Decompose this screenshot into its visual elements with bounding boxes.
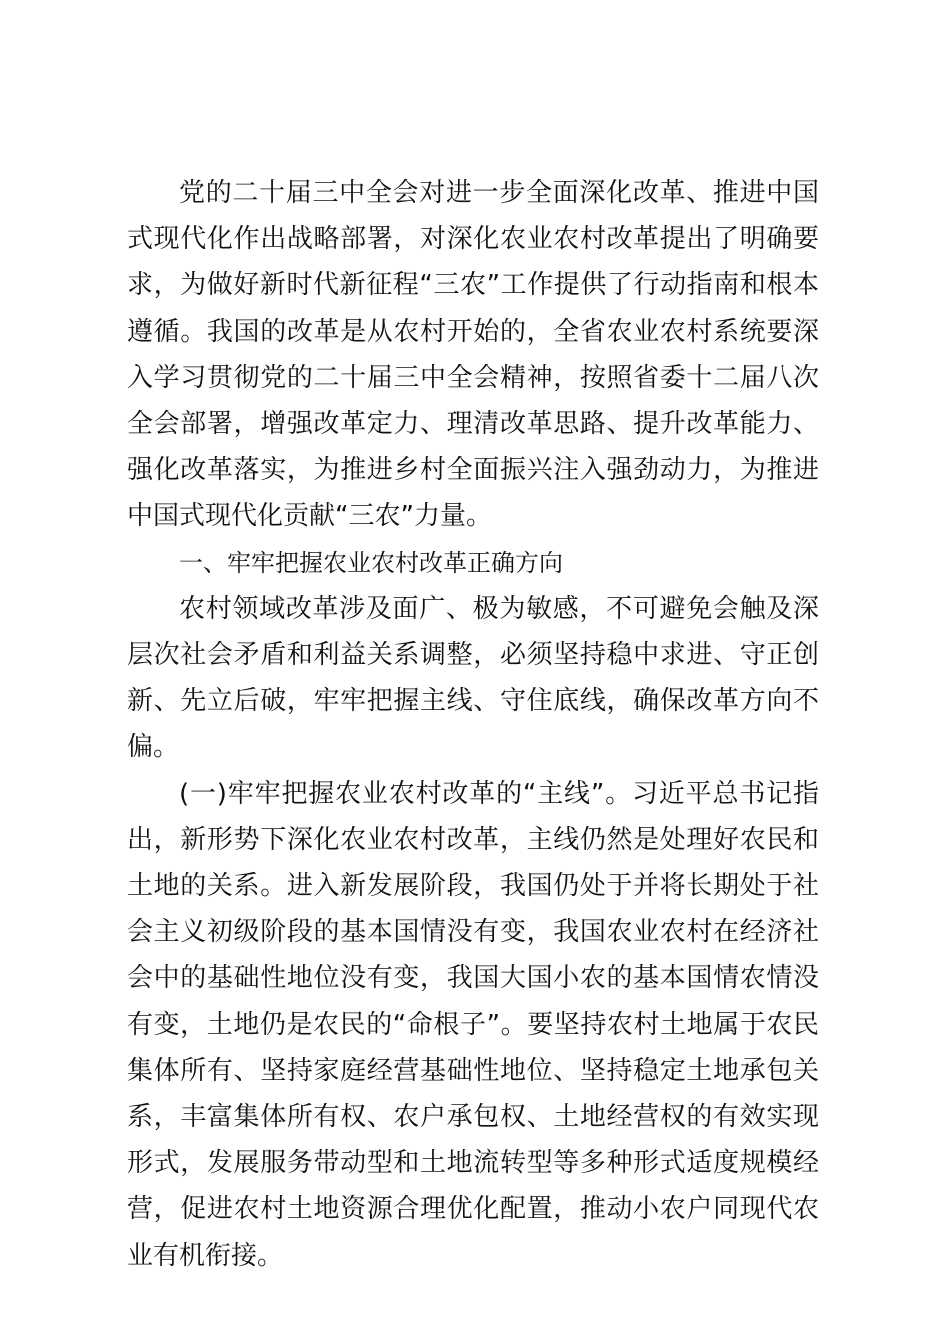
document-body — [127, 170, 819, 1279]
intro-paragraph: 党的二十届三中全会对进一步全面深化改革、推进中国式现代化作出战略部署，对深化农业农村改革提出了明确要求，为做好新时代新征程“三农”工作提供了行动指南和根本遵循。我国的改革是从农村开始的，全省农业农村系统要深入学习贯彻党的二十届三中全会精神，按照省委十二届八次全会部署，增强改革定力、理清改革思路、提升改革能力、强化改革落实，为推进乡村全面振兴注入强劲动力，为推进中国式现代化贡献“三农”力量。 — [127, 178, 819, 532]
section-1-paragraph: 农村领域改革涉及面广、极为敏感，不可避免会触及深层次社会矛盾和利益关系调整，必须坚持稳中求进、守正创新、先立后破，牢牢把握主线、守住底线，确保改革方向不偏。 — [127, 593, 819, 763]
subsection-1-paragraph: (一)牢牢把握农业农村改革的“主线”。习近平总书记指出，新形势下深化农业农村改革，主线仍然是处理好农民和土地的关系。进入新发展阶段，我国仍处于并将长期处于社会主义初级阶段的基本国情没有变，我国农业农村在经济社会中的基础性地位没有变，我国大国小农的基本国情农情没有变，土地仍是农民的“命根子”。要坚持农村土地属于农民集体所有、坚持家庭经营基础性地位、坚持稳定土地承包关系，丰富集体所有权、农户承包权、土地经营权的有效实现形式，发展服务带动型和土地流转型等多种形式适度规模经营，促进农村土地资源合理优化配置，推动小农户同现代农业有机衔接。 — [127, 778, 819, 1271]
section-heading-1: 一、牢牢把握农业农村改革正确方向 — [179, 548, 563, 577]
